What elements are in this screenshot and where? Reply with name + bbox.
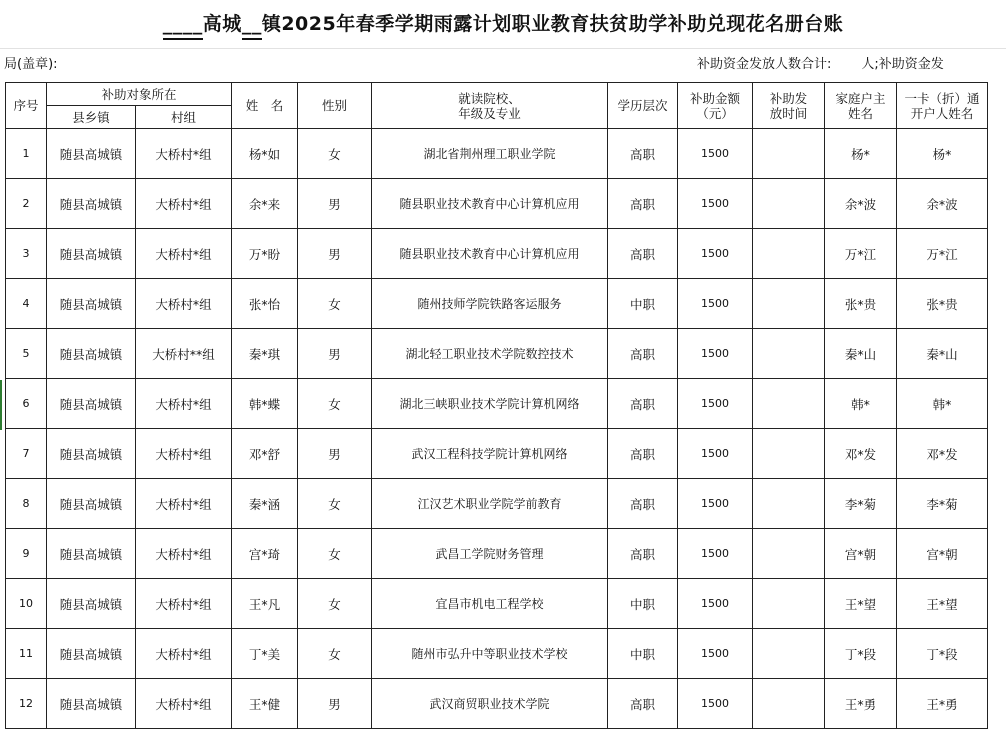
cell-account[interactable]: 张*贵 xyxy=(897,279,988,329)
title-blank-2: __ xyxy=(242,10,262,40)
cell-householder[interactable]: 王*望 xyxy=(825,579,897,629)
cell-account[interactable]: 邓*发 xyxy=(897,429,988,479)
cell-gender[interactable]: 女 xyxy=(298,479,372,529)
cell-seq[interactable]: 11 xyxy=(6,629,47,679)
cell-seq[interactable]: 2 xyxy=(6,179,47,229)
cell-amount[interactable]: 1500 xyxy=(678,479,753,529)
cell-town[interactable]: 随县高城镇 xyxy=(47,379,136,429)
cell-school[interactable]: 随州市弘升中等职业技术学校 xyxy=(372,629,608,679)
cell-householder[interactable]: 宫*朝 xyxy=(825,529,897,579)
cell-householder[interactable]: 万*江 xyxy=(825,229,897,279)
cell-school[interactable]: 湖北省荆州理工职业学院 xyxy=(372,129,608,179)
document-title[interactable] xyxy=(0,0,1006,48)
cell-town[interactable]: 随县高城镇 xyxy=(47,229,136,279)
cell-gender[interactable]: 女 xyxy=(298,579,372,629)
cell-town[interactable]: 随县高城镇 xyxy=(47,429,136,479)
cell-amount[interactable]: 1500 xyxy=(678,229,753,279)
cell-level[interactable]: 高职 xyxy=(608,479,678,529)
cell-village[interactable]: 大桥村*组 xyxy=(136,529,232,579)
cell-gender[interactable]: 男 xyxy=(298,329,372,379)
cell-seq[interactable]: 5 xyxy=(6,329,47,379)
cell-time[interactable] xyxy=(753,429,825,479)
summary-people-unit: 人; xyxy=(861,57,879,72)
cell-householder[interactable]: 丁*段 xyxy=(825,629,897,679)
cell-amount[interactable]: 1500 xyxy=(678,129,753,179)
cell-name[interactable]: 宫*琦 xyxy=(232,529,298,579)
cell-school[interactable]: 武汉商贸职业技术学院 xyxy=(372,679,608,729)
cell-gender[interactable]: 女 xyxy=(298,379,372,429)
summary-text[interactable] xyxy=(697,50,944,80)
info-row xyxy=(0,50,1006,80)
cell-account[interactable]: 杨* xyxy=(897,129,988,179)
cell-householder[interactable]: 邓*发 xyxy=(825,429,897,479)
cell-village[interactable]: 大桥村*组 xyxy=(136,579,232,629)
cell-level[interactable]: 中职 xyxy=(608,279,678,329)
title-divider xyxy=(0,48,1006,49)
cell-town[interactable]: 随县高城镇 xyxy=(47,479,136,529)
cell-name[interactable]: 邓*舒 xyxy=(232,429,298,479)
cell-level[interactable]: 高职 xyxy=(608,179,678,229)
cell-seq[interactable]: 9 xyxy=(6,529,47,579)
header-amount-line1: 补助金额 xyxy=(689,90,740,106)
cell-amount[interactable]: 1500 xyxy=(678,179,753,229)
cell-school[interactable]: 随州技师学院铁路客运服务 xyxy=(372,279,608,329)
cell-school[interactable]: 武昌工学院财务管理 xyxy=(372,529,608,579)
roster-table xyxy=(5,82,988,729)
cell-time[interactable] xyxy=(753,629,825,679)
cell-gender[interactable]: 女 xyxy=(298,529,372,579)
cell-gender[interactable]: 男 xyxy=(298,229,372,279)
title-town: 高城 xyxy=(202,13,242,35)
cell-town[interactable]: 随县高城镇 xyxy=(47,629,136,679)
cell-gender[interactable]: 男 xyxy=(298,179,372,229)
header-county-town[interactable]: 县乡镇 xyxy=(47,106,136,129)
cell-amount[interactable]: 1500 xyxy=(678,679,753,729)
table-row xyxy=(6,329,988,379)
cell-school[interactable]: 武汉工程科技学院计算机网络 xyxy=(372,429,608,479)
cell-time[interactable] xyxy=(753,529,825,579)
cell-gender[interactable]: 女 xyxy=(298,129,372,179)
cell-town[interactable]: 随县高城镇 xyxy=(47,279,136,329)
cell-level[interactable]: 中职 xyxy=(608,629,678,679)
table-row xyxy=(6,529,988,579)
table-row xyxy=(6,629,988,679)
cell-village[interactable]: 大桥村*组 xyxy=(136,229,232,279)
cell-account[interactable]: 宫*朝 xyxy=(897,529,988,579)
cell-name[interactable]: 余*来 xyxy=(232,179,298,229)
cell-level[interactable]: 高职 xyxy=(608,379,678,429)
cell-time[interactable] xyxy=(753,479,825,529)
cell-level[interactable]: 高职 xyxy=(608,529,678,579)
cell-time[interactable] xyxy=(753,179,825,229)
title-blank-1: ____ xyxy=(163,10,203,40)
cell-village[interactable]: 大桥村*组 xyxy=(136,179,232,229)
cell-account[interactable]: 余*波 xyxy=(897,179,988,229)
header-school[interactable] xyxy=(372,83,608,129)
cell-school[interactable]: 湖北三峡职业技术学院计算机网络 xyxy=(372,379,608,429)
cell-account[interactable]: 韩* xyxy=(897,379,988,429)
cell-time[interactable] xyxy=(753,229,825,279)
cell-name[interactable]: 韩*蝶 xyxy=(232,379,298,429)
header-location-group[interactable]: 补助对象所在 xyxy=(47,83,232,106)
cell-seq[interactable]: 3 xyxy=(6,229,47,279)
cell-village[interactable]: 大桥村**组 xyxy=(136,329,232,379)
cell-seq[interactable]: 12 xyxy=(6,679,47,729)
cell-time[interactable] xyxy=(753,679,825,729)
summary-amount-label: 补助资金发 xyxy=(878,57,944,72)
header-issue-time[interactable] xyxy=(753,83,825,129)
cell-school[interactable]: 随县职业技术教育中心计算机应用 xyxy=(372,179,608,229)
cell-level[interactable]: 高职 xyxy=(608,679,678,729)
cell-time[interactable] xyxy=(753,329,825,379)
cell-level[interactable]: 高职 xyxy=(608,229,678,279)
header-edu-level[interactable]: 学历层次 xyxy=(608,83,678,129)
cell-name[interactable]: 杨*如 xyxy=(232,129,298,179)
header-school-line2: 年级及专业 xyxy=(458,105,521,121)
cell-seq[interactable]: 6 xyxy=(6,379,47,429)
table-row xyxy=(6,229,988,279)
cell-time[interactable] xyxy=(753,129,825,179)
cell-amount[interactable]: 1500 xyxy=(678,329,753,379)
cell-village[interactable]: 大桥村*组 xyxy=(136,279,232,329)
cell-gender[interactable]: 女 xyxy=(298,279,372,329)
table-row xyxy=(6,179,988,229)
table-row xyxy=(6,429,988,479)
cell-town[interactable]: 随县高城镇 xyxy=(47,529,136,579)
cell-school[interactable]: 宜昌市机电工程学校 xyxy=(372,579,608,629)
header-gender[interactable]: 性别 xyxy=(298,83,372,129)
cell-gender[interactable]: 女 xyxy=(298,629,372,679)
cell-account[interactable]: 秦*山 xyxy=(897,329,988,379)
cell-amount[interactable]: 1500 xyxy=(678,629,753,679)
cell-householder[interactable]: 韩* xyxy=(825,379,897,429)
header-amount-line2: （元） xyxy=(696,105,734,121)
header-account-line1: 一卡（折）通 xyxy=(904,90,980,106)
title-suffix: 镇2025年春季学期雨露计划职业教育扶贫助学补助兑现花名册台账 xyxy=(261,13,844,35)
cell-amount[interactable]: 1500 xyxy=(678,279,753,329)
cell-seq[interactable]: 8 xyxy=(6,479,47,529)
cell-town[interactable]: 随县高城镇 xyxy=(47,179,136,229)
selected-row-indicator xyxy=(0,380,2,430)
cell-account[interactable]: 丁*段 xyxy=(897,629,988,679)
cell-householder[interactable]: 王*勇 xyxy=(825,679,897,729)
cell-village[interactable]: 大桥村*组 xyxy=(136,129,232,179)
cell-account[interactable]: 王*勇 xyxy=(897,679,988,729)
cell-school[interactable]: 随县职业技术教育中心计算机应用 xyxy=(372,229,608,279)
cell-householder[interactable]: 杨* xyxy=(825,129,897,179)
header-school-line1: 就读院校、 xyxy=(458,90,521,106)
cell-town[interactable]: 随县高城镇 xyxy=(47,329,136,379)
cell-town[interactable]: 随县高城镇 xyxy=(47,579,136,629)
cell-town[interactable]: 随县高城镇 xyxy=(47,679,136,729)
cell-town[interactable]: 随县高城镇 xyxy=(47,129,136,179)
header-account[interactable] xyxy=(897,83,988,129)
header-name[interactable]: 姓 名 xyxy=(232,83,298,129)
header-householder-line2: 姓名 xyxy=(847,105,873,121)
cell-level[interactable]: 高职 xyxy=(608,429,678,479)
header-issue-time-line2: 放时间 xyxy=(769,105,808,121)
cell-name[interactable]: 王*凡 xyxy=(232,579,298,629)
cell-seq[interactable]: 4 xyxy=(6,279,47,329)
table-row xyxy=(6,379,988,429)
cell-school[interactable]: 江汉艺术职业学院学前教育 xyxy=(372,479,608,529)
header-householder[interactable] xyxy=(825,83,897,129)
cell-householder[interactable]: 秦*山 xyxy=(825,329,897,379)
table-row xyxy=(6,579,988,629)
cell-village[interactable]: 大桥村*组 xyxy=(136,629,232,679)
cell-amount[interactable]: 1500 xyxy=(678,429,753,479)
cell-account[interactable]: 万*江 xyxy=(897,229,988,279)
cell-level[interactable]: 中职 xyxy=(608,579,678,629)
header-householder-line1: 家庭户主 xyxy=(835,90,886,106)
cell-amount[interactable]: 1500 xyxy=(678,379,753,429)
table-row xyxy=(6,129,988,179)
cell-householder[interactable]: 李*菊 xyxy=(825,479,897,529)
cell-gender[interactable]: 男 xyxy=(298,429,372,479)
cell-amount[interactable]: 1500 xyxy=(678,529,753,579)
cell-time[interactable] xyxy=(753,279,825,329)
cell-name[interactable]: 秦*涵 xyxy=(232,479,298,529)
header-village-group[interactable]: 村组 xyxy=(136,106,232,129)
header-account-line2: 开户人姓名 xyxy=(910,105,974,121)
cell-level[interactable]: 高职 xyxy=(608,129,678,179)
header-issue-time-line1: 补助发 xyxy=(769,90,808,106)
cell-village[interactable]: 大桥村*组 xyxy=(136,479,232,529)
cell-name[interactable]: 张*怡 xyxy=(232,279,298,329)
header-seq[interactable]: 序号 xyxy=(6,83,47,129)
summary-people-label: 补助资金发放人数合计: xyxy=(697,57,832,72)
cell-gender[interactable]: 男 xyxy=(298,679,372,729)
cell-name[interactable]: 王*健 xyxy=(232,679,298,729)
cell-time[interactable] xyxy=(753,579,825,629)
cell-name[interactable]: 万*盼 xyxy=(232,229,298,279)
cell-account[interactable]: 王*望 xyxy=(897,579,988,629)
cell-level[interactable]: 高职 xyxy=(608,329,678,379)
cell-school[interactable]: 湖北轻工职业技术学院数控技术 xyxy=(372,329,608,379)
cell-village[interactable]: 大桥村*组 xyxy=(136,679,232,729)
cell-name[interactable]: 秦*琪 xyxy=(232,329,298,379)
cell-householder[interactable]: 张*贵 xyxy=(825,279,897,329)
cell-seq[interactable]: 7 xyxy=(6,429,47,479)
table-row xyxy=(6,279,988,329)
cell-seq[interactable]: 10 xyxy=(6,579,47,629)
cell-householder[interactable]: 余*波 xyxy=(825,179,897,229)
cell-amount[interactable]: 1500 xyxy=(678,579,753,629)
table-row xyxy=(6,479,988,529)
cell-village[interactable]: 大桥村*组 xyxy=(136,379,232,429)
table-row xyxy=(6,679,988,729)
cell-name[interactable]: 丁*美 xyxy=(232,629,298,679)
seal-label[interactable]: 局(盖章): xyxy=(4,57,58,72)
cell-seq[interactable]: 1 xyxy=(6,129,47,179)
header-amount[interactable] xyxy=(678,83,753,129)
cell-village[interactable]: 大桥村*组 xyxy=(136,429,232,479)
cell-time[interactable] xyxy=(753,379,825,429)
cell-account[interactable]: 李*菊 xyxy=(897,479,988,529)
